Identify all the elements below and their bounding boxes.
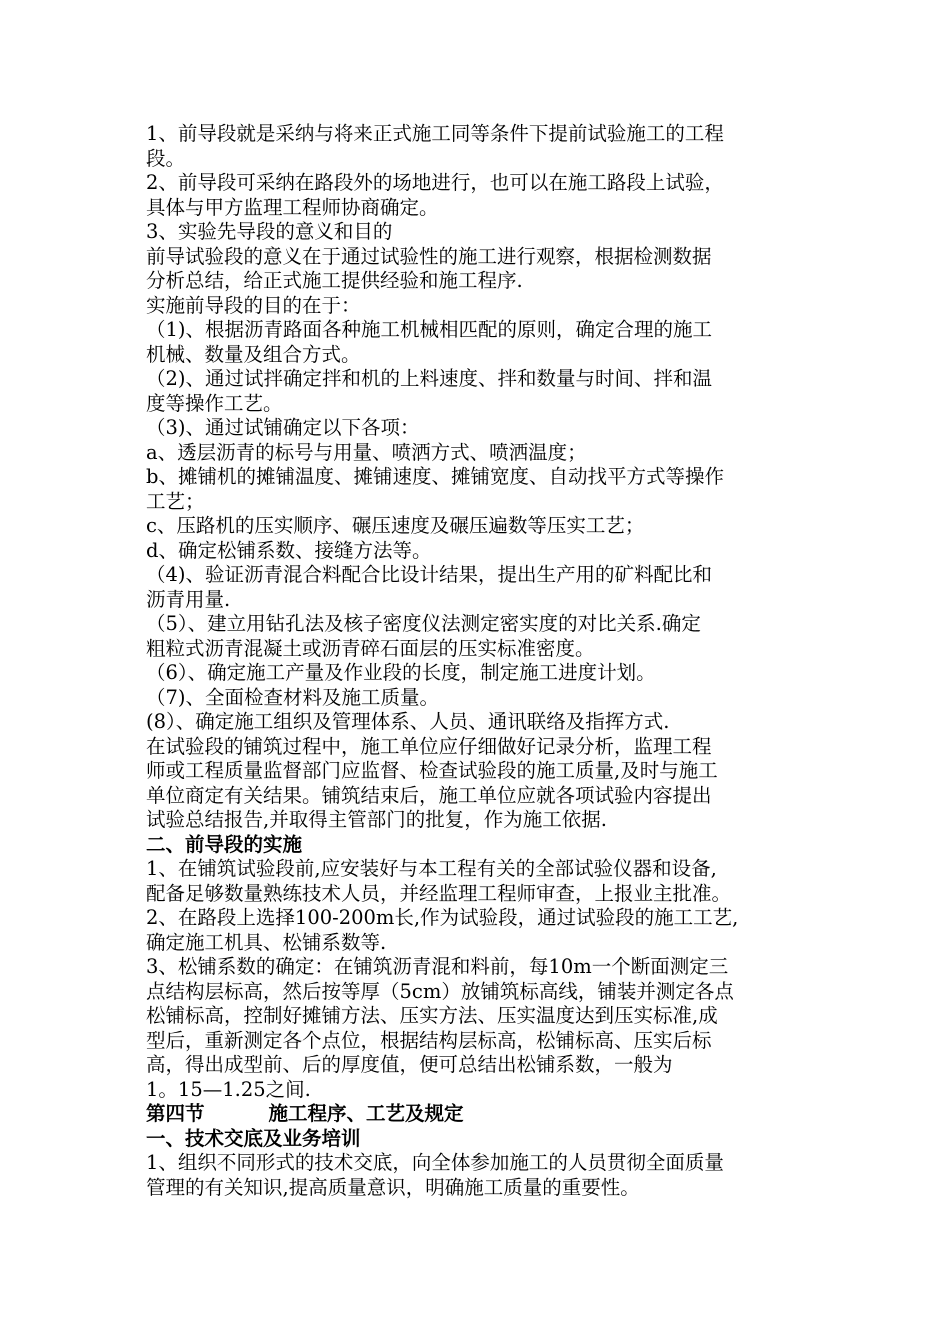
text-line: 在试验段的铺筑过程中，施工单位应仔细做好记录分析，监理工程 (146, 734, 712, 758)
chapter-label: 第四节 (146, 1102, 205, 1125)
text-line: 具体与甲方监理工程师协商确定。 (146, 195, 439, 219)
text-line: 工艺； (146, 489, 205, 513)
text-line: 试验总结报告,并取得主管部门的批复，作为施工依据. (146, 808, 607, 831)
text-line: （4)、验证沥青混合料配合比设计结果，提出生产用的矿料配比和 (146, 563, 713, 586)
text-line: 度等操作工艺。 (146, 391, 283, 415)
text-line: 实施前导段的目的在于： (146, 293, 361, 317)
text-line: 高，得出成型前、后的厚度值，便可总结出松铺系数，一般为 (146, 1053, 673, 1076)
document-body (146, 122, 812, 1200)
text-line: （5）、建立用钻孔法及核子密度仪法测定密实度的对比关系.确定 (146, 612, 701, 635)
text-line: 点结构层标高，然后按等厚（5cm）放铺筑标高线，铺装并测定各点 (146, 979, 734, 1003)
text-line: （3)、通过试铺确定以下各项： (146, 416, 420, 439)
text-line: 1。15—1.25之间. (146, 1077, 311, 1101)
text-line: (8）、确定施工组织及管理体系、人员、通讯联络及指挥方式. (146, 710, 670, 733)
text-line: 机械、数量及组合方式。 (146, 342, 361, 366)
text-line: 1、在铺筑试验段前,应安装好与本工程有关的全部试验仪器和设备, (146, 857, 717, 880)
text-line: b、摊铺机的摊铺温度、摊铺速度、摊铺宽度、自动找平方式等操作 (146, 465, 724, 488)
text-line: 1、前导段就是采纳与将来正式施工同等条件下提前试验施工的工程 (146, 122, 724, 145)
text-line: 型后，重新测定各个点位，根据结构层标高，松铺标高、压实后标 (146, 1028, 712, 1052)
text-line: 粗粒式沥青混凝土或沥青碎石面层的压实标准密度。 (146, 636, 595, 660)
text-line: 分析总结，给正式施工提供经验和施工程序. (146, 269, 523, 292)
text-line: （7)、全面检查材料及施工质量。 (146, 685, 440, 709)
text-line: a、透层沥青的标号与用量、喷洒方式、喷洒温度； (146, 440, 587, 464)
text-line: 松铺标高，控制好摊铺方法、压实方法、压实温度达到压实标准,成 (146, 1004, 718, 1027)
text-line: 沥青用量. (146, 587, 231, 611)
text-line: 前导试验段的意义在于通过试验性的施工进行观察，根据检测数据 (146, 244, 712, 268)
subsection-heading: 一、技术交底及业务培训 (146, 1126, 361, 1150)
text-line: 确定施工机具、松铺系数等. (146, 930, 387, 954)
text-line: 2、前导段可采纳在路段外的场地进行，也可以在施工路段上试验， (146, 171, 724, 194)
text-line: 配备足够数量熟练技术人员，并经监理工程师审查，上报业主批准。 (146, 881, 732, 905)
text-line: 段。 (146, 146, 186, 170)
text-line: 1、组织不同形式的技术交底，向全体参加施工的人员贯彻全面质量 (146, 1151, 724, 1174)
text-line: 3、松铺系数的确定：在铺筑沥青混和料前，每10m一个断面测定三 (146, 955, 729, 978)
text-line: （6）、确定施工产量及作业段的长度，制定施工进度计划。 (146, 661, 656, 684)
text-line: （1)、根据沥青路面各种施工机械相匹配的原则，确定合理的施工 (146, 318, 713, 341)
text-line: c、压路机的压实顺序、碾压速度及碾压遍数等压实工艺； (146, 514, 645, 537)
text-line: d、确定松铺系数、接缝方法等。 (146, 538, 432, 562)
text-line: 3、实验先导段的意义和目的 (146, 220, 393, 243)
text-line: 师或工程质量监督部门应监督、检查试验段的施工质量,及时与施工 (146, 759, 718, 782)
text-line: 2、在路段上选择100-200m长,作为试验段，通过试验段的施工工艺, (146, 906, 739, 929)
text-line: 单位商定有关结果。铺筑结束后，施工单位应就各项试验内容提出 (146, 783, 712, 807)
chapter-heading (146, 1102, 812, 1127)
chapter-title: 施工程序、工艺及规定 (268, 1102, 464, 1125)
text-line: （2)、通过试拌确定拌和机的上料速度、拌和数量与时间、拌和温 (146, 367, 713, 390)
section-heading: 二、前导段的实施 (146, 832, 303, 856)
text-line: 管理的有关知识,提高质量意识，明确施工质量的重要性。 (146, 1175, 640, 1199)
